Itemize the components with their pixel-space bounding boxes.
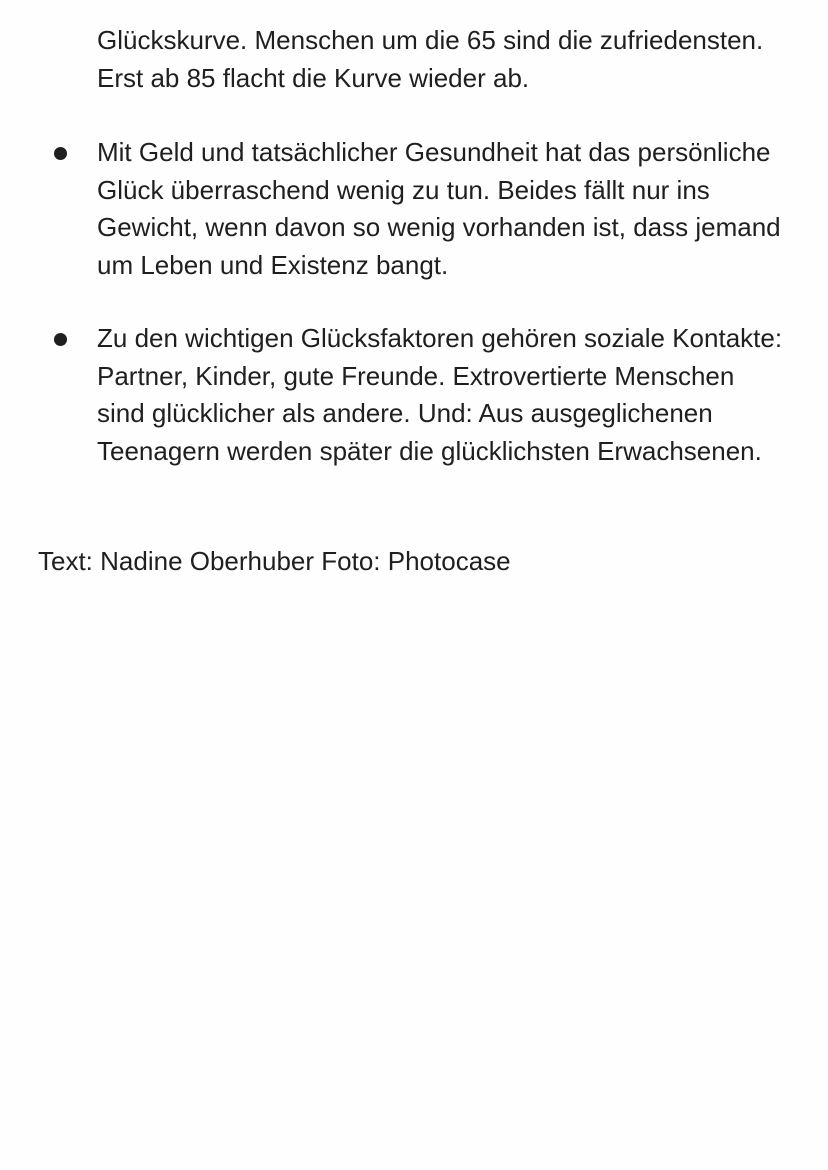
- bullet-dot-icon: [54, 147, 67, 160]
- bullet-text: Zu den wichtigen Glücksfaktoren gehören soziale Kontakte: Partner, Kinder, gute Freunde. Extrovertierte Menschen sind glücklicher als andere. Und: Aus ausgeglichenen Teenagern werden später die glücklichsten Erwachsenen.: [97, 323, 783, 466]
- continuation-paragraph: Glückskurve. Menschen um die 65 sind die zufriedensten. Erst ab 85 flacht die Kurve wieder ab.: [97, 25, 764, 93]
- credits-line: Text: Nadine Oberhuber Foto: Photocase: [38, 546, 511, 576]
- bullet-dot-icon: [54, 333, 67, 346]
- bullet-text: Mit Geld und tatsächlicher Gesundheit hat das persönliche Glück überraschend wenig zu tun. Beides fällt nur ins Gewicht, wenn davon so wenig vorhanden ist, dass jemand um Leben und Existenz bangt.: [97, 137, 781, 280]
